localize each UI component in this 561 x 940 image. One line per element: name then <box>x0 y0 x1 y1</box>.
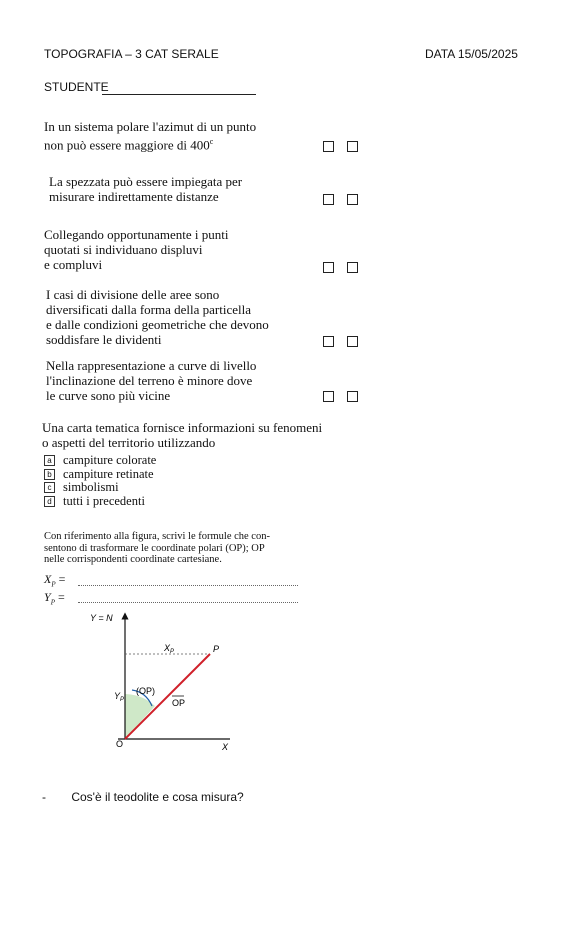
checkbox-true[interactable] <box>323 262 334 273</box>
question-3: Collegando opportunamente i punti quotati si individuano displuvi e compluvi <box>44 227 229 272</box>
y-axis-label: Y = N <box>90 613 113 623</box>
polar-cartesian-figure <box>80 608 255 758</box>
multiple-choice-stem: Una carta tematica fornisce informazioni su fenomeni o aspetti del territorio utilizzando <box>42 420 323 450</box>
doc-date: DATA 15/05/2025 <box>425 47 518 61</box>
checkbox-true[interactable] <box>323 141 334 152</box>
question-1: In un sistema polare l'azimut di un punto non può essere maggiore di 400$^c$ <box>44 119 257 153</box>
option-c[interactable]: c simbolismi <box>44 481 156 495</box>
doc-title: TOPOGRAFIA – 3 CAT SERALE <box>44 47 219 61</box>
bullet-dash: - <box>42 790 46 804</box>
option-b[interactable]: b campiture retinate <box>44 468 156 482</box>
checkbox-false[interactable] <box>347 262 358 273</box>
checkbox-false[interactable] <box>347 391 358 402</box>
xp-figure-label: $X_P$ <box>164 643 175 655</box>
yp-formula-label: $Y_P$ = <box>44 590 65 607</box>
question-5: Nella rappresentazione a curve di livello l'inclinazione del terreno è minore dove le curve sono più vicine <box>46 358 257 403</box>
question-2-answer-boxes <box>323 194 358 205</box>
origin-label: O <box>116 739 124 749</box>
segment-label: OP <box>172 698 186 708</box>
checkbox-false[interactable] <box>347 336 358 347</box>
point-p-label: P <box>213 644 220 654</box>
checkbox-true[interactable] <box>323 194 334 205</box>
question-5-answer-boxes <box>323 391 358 402</box>
final-question-text: Cos'è il teodolite e cosa misura? <box>71 790 244 804</box>
question-3-answer-boxes <box>323 262 358 273</box>
xp-formula-label: $X_P$ = <box>44 572 66 589</box>
option-a[interactable]: a campiture colorate <box>44 454 156 468</box>
multiple-choice-options <box>44 454 156 508</box>
yp-answer-line[interactable] <box>78 602 298 603</box>
student-label: STUDENTE <box>44 80 109 94</box>
question-2: La spezzata può essere impiegata per misurare indirettamente distanze <box>49 174 243 204</box>
checkbox-false[interactable] <box>347 194 358 205</box>
xp-answer-line[interactable] <box>78 585 298 586</box>
question-4: I casi di divisione delle aree sono diversificati dalla forma della particella e dalle condizioni geometriche che devono soddisfare le dividenti <box>46 287 269 347</box>
student-name-line[interactable] <box>102 94 256 95</box>
option-d[interactable]: d tutti i precedenti <box>44 495 156 509</box>
angle-label: (OP) <box>136 686 155 696</box>
formula-question-text: Con riferimento alla figura, scrivi le formule che con- sentono di trasformare le coordinate polari (OP); OP nelle corrispondenti coordinate cartesiane. <box>44 531 270 565</box>
final-question <box>42 790 244 804</box>
checkbox-true[interactable] <box>323 391 334 402</box>
question-1-answer-boxes <box>323 141 358 152</box>
yp-figure-label: $Y_P$ <box>114 691 125 703</box>
checkbox-false[interactable] <box>347 141 358 152</box>
question-4-answer-boxes <box>323 336 358 347</box>
x-axis-label: X <box>222 742 229 752</box>
angle-sector <box>125 694 155 739</box>
checkbox-true[interactable] <box>323 336 334 347</box>
